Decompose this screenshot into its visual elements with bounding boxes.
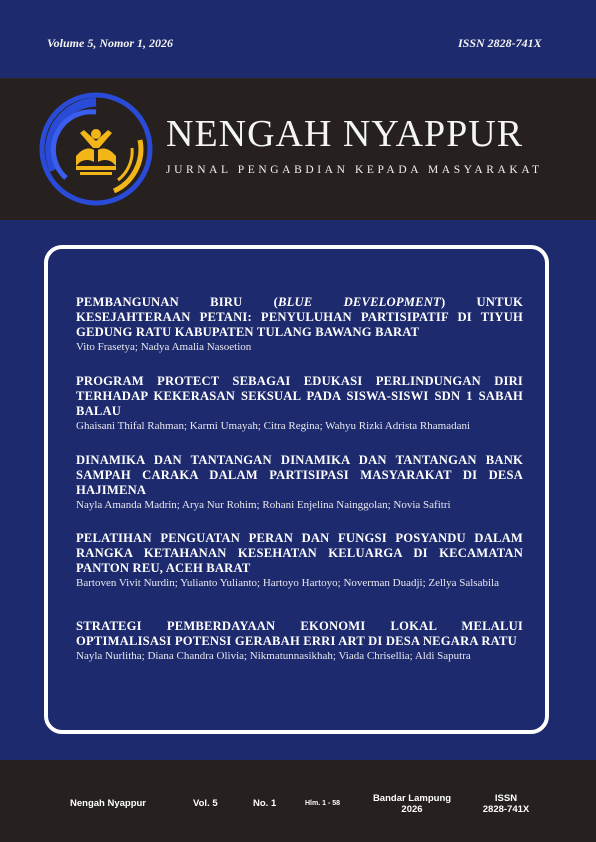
volume-info: Volume 5, Nomor 1, 2026 [47, 36, 174, 50]
footer-place-year: Bandar Lampung 2026 [372, 793, 452, 815]
article-item [76, 453, 523, 512]
article-authors: Nayla Amanda Madrin; Arya Nur Rohim; Rohani Enjelina Nainggolan; Novia Safitri [76, 499, 451, 511]
article-item [76, 531, 523, 590]
book-person-logo-icon [36, 90, 156, 208]
article-authors: Nayla Nurlitha; Diana Chandra Olivia; Nikmatunnasikhah; Viada Chrisellia; Aldi Saputra [76, 650, 471, 662]
journal-title: NENGAH NYAPPUR [166, 113, 524, 155]
article-title: PELATIHAN PENGUATAN PERAN DAN FUNGSI POSYANDU DALAM RANGKA KETAHANAN KESEHATAN KELUARGA DI KECAMATAN PANTON REU, ACEH BARAT [76, 531, 523, 575]
article-title: PEMBANGUNAN BIRU (BLUE DEVELOPMENT) UNTUK KESEJAHTERAAN PETANI: PENYULUHAN PARTISIPATIF DI TIYUH GEDUNG RATU KABUPATEN TULANG BAWANG BARAT [76, 295, 523, 339]
article-authors: Ghaisani Thifal Rahman; Karmi Umayah; Citra Regina; Wahyu Rizki Adrista Rhamadani [76, 420, 471, 432]
footer-bar [0, 760, 596, 842]
issn-header: ISSN 2828-741X [458, 36, 542, 50]
article-item [76, 295, 523, 354]
footer-pages: Hlm. 1 - 58 [305, 800, 341, 807]
article-title: PROGRAM PROTECT SEBAGAI EDUKASI PERLINDUNGAN DIRI TERHADAP KEKERASAN SEKSUAL PADA SISWA-SISWI SDN 1 SABAH BALAU [76, 374, 523, 418]
top-strip [0, 0, 596, 78]
article-title: DINAMIKA DAN TANTANGAN DINAMIKA DAN TANTANGAN BANK SAMPAH CARAKA DALAM PARTISIPASI MASYARAKAT DI DESA HAJIMENA [76, 453, 523, 497]
footer-volume: Vol. 5 [193, 798, 218, 809]
footer-issn: ISSN 2828-741X [482, 793, 530, 815]
journal-subtitle: JURNAL PENGABDIAN KEPADA MASYARAKAT [166, 164, 543, 176]
article-authors: Vito Frasetya; Nadya Amalia Nasoetion [76, 341, 252, 353]
article-authors: Bartoven Vivit Nurdin; Yulianto Yulianto; Hartoyo Hartoyo; Noverman Duadji; Zellya Salsabila [76, 577, 499, 589]
article-title: STRATEGI PEMBERDAYAAN EKONOMI LOKAL MELALUI OPTIMALISASI POTENSI GERABAH ERRI ART DI DESA NEGARA RATU [76, 619, 523, 648]
article-item [76, 374, 523, 433]
footer-number: No. 1 [253, 798, 277, 809]
footer-journal-name: Nengah Nyappur [70, 798, 147, 809]
article-item [76, 619, 523, 663]
